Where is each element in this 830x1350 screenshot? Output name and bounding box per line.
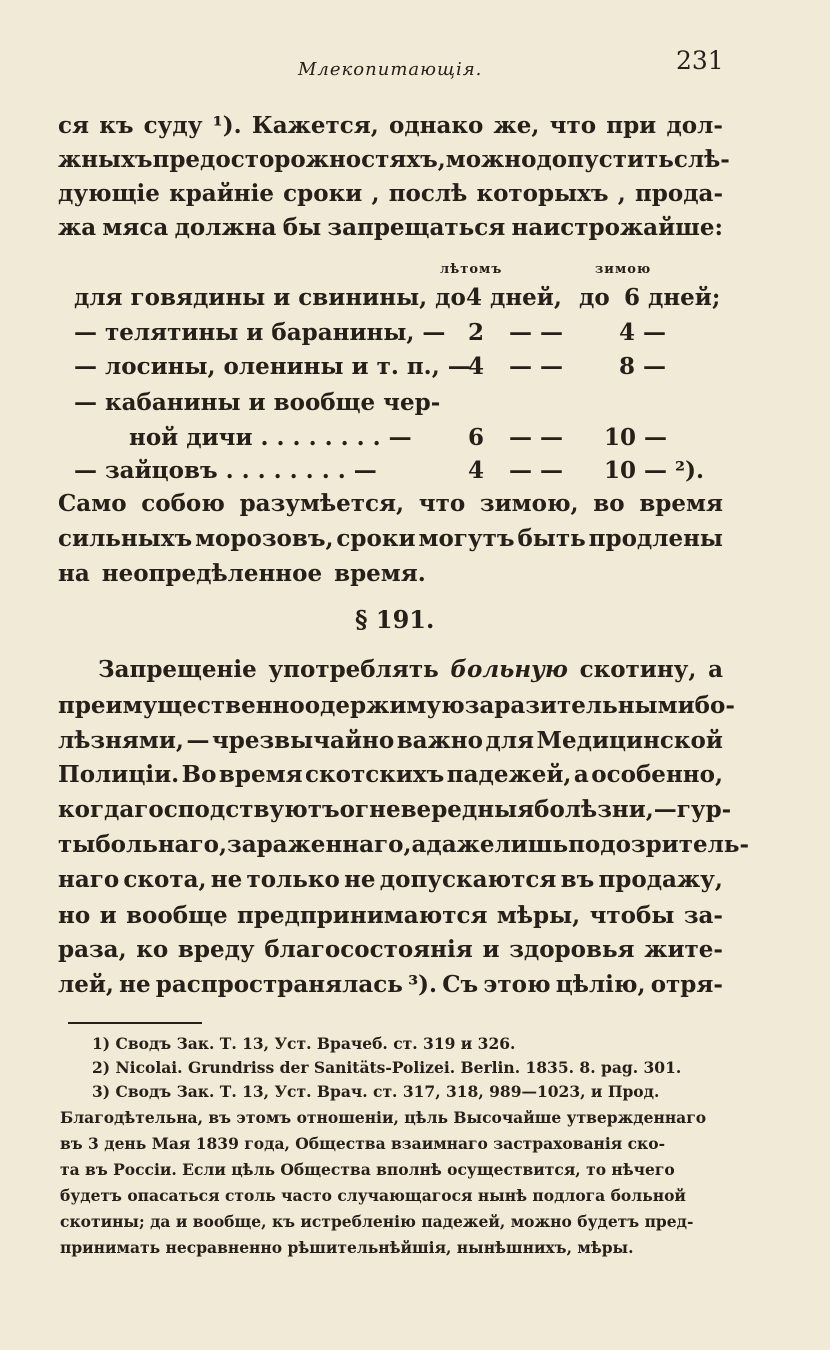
word: ты bbox=[58, 831, 96, 858]
word: скотину, bbox=[579, 656, 697, 683]
text-line bbox=[58, 971, 723, 998]
word: огневередныя bbox=[339, 796, 535, 823]
footnote-3-cont: скотины; да и вообще, къ истребленію падежей, можно будетъ пред- bbox=[60, 1212, 694, 1231]
table-row bbox=[74, 353, 724, 383]
text-line bbox=[58, 796, 732, 823]
footnote-3-cont: та въ Россіи. Если цѣль Общества вполнѣ осуществится, то нѣчего bbox=[60, 1160, 675, 1179]
word: падежей, bbox=[446, 761, 572, 788]
word: бы bbox=[282, 214, 322, 241]
footnote-divider bbox=[68, 1022, 202, 1024]
word: во bbox=[593, 490, 625, 517]
page-number: 231 bbox=[676, 46, 724, 75]
text-line bbox=[58, 902, 723, 929]
word: за- bbox=[683, 902, 723, 929]
text-line bbox=[58, 180, 723, 207]
word: однако bbox=[388, 112, 484, 139]
word: мѣры, bbox=[496, 902, 581, 929]
word: одержимую bbox=[304, 692, 465, 719]
column-heading-summer: лѣтомъ bbox=[440, 262, 503, 277]
emphasized-word: больную bbox=[450, 656, 568, 683]
word: гур- bbox=[676, 796, 732, 823]
word: распространялась bbox=[155, 971, 403, 998]
section-heading: § 191. bbox=[355, 605, 435, 634]
summer-value: 6 bbox=[468, 424, 485, 451]
word: Во bbox=[181, 761, 217, 788]
word: запрещаться bbox=[327, 214, 506, 241]
word: этою bbox=[483, 971, 551, 998]
word: — bbox=[653, 796, 677, 823]
word: быть bbox=[517, 525, 586, 552]
word: ко bbox=[136, 936, 169, 963]
table-row bbox=[74, 457, 724, 487]
word: не bbox=[344, 866, 376, 893]
text-line bbox=[58, 525, 723, 552]
word: скотскихъ bbox=[305, 761, 445, 788]
word: дол- bbox=[666, 112, 723, 139]
summer-value: 4 bbox=[468, 457, 485, 484]
footnote-2: 2) Nicolai. Grundriss der Sanitäts-Polizei. Berlin. 1835. 8. pag. 301. bbox=[92, 1058, 682, 1077]
row-label: ной дичи . . . . . . . . — bbox=[129, 424, 412, 451]
text-line bbox=[58, 692, 735, 719]
word: что bbox=[418, 490, 466, 517]
word: особенно, bbox=[591, 761, 723, 788]
word: дующіе bbox=[58, 180, 160, 207]
word: мяса bbox=[102, 214, 169, 241]
word: на bbox=[58, 560, 90, 587]
word: даже bbox=[426, 831, 495, 858]
word: жите- bbox=[644, 936, 723, 963]
word: могутъ bbox=[418, 525, 515, 552]
summer-value: 4 bbox=[468, 353, 485, 380]
footnote-3-cont: будетъ опасаться столь часто случающагося нынѣ подлога больной bbox=[60, 1186, 686, 1205]
running-header: Млекопитающія. bbox=[298, 59, 483, 80]
winter-value: 10 — bbox=[604, 424, 668, 451]
word: лишь bbox=[494, 831, 569, 858]
word: употреблять bbox=[268, 656, 439, 683]
word: лѣзнями, bbox=[58, 727, 184, 754]
column-heading-winter: зимою bbox=[595, 262, 652, 277]
row-connector: — — bbox=[509, 353, 564, 380]
table-row bbox=[74, 424, 724, 454]
word: Съ bbox=[442, 971, 479, 998]
word: скота, bbox=[123, 866, 207, 893]
word: для bbox=[485, 727, 535, 754]
text-line bbox=[58, 146, 730, 173]
table-row bbox=[74, 284, 724, 314]
winter-value: 8 — bbox=[619, 353, 667, 380]
text-line bbox=[58, 214, 723, 241]
footnote-3-cont: Благодѣтельна, въ этомъ отношеніи, цѣль Высочайше утвержденнаго bbox=[60, 1108, 707, 1127]
word: цѣлію, bbox=[555, 971, 646, 998]
text-line bbox=[58, 936, 723, 963]
row-connector: до bbox=[579, 284, 610, 311]
word: продлены bbox=[588, 525, 723, 552]
word: Медицинской bbox=[536, 727, 723, 754]
word: а bbox=[708, 656, 723, 683]
word: когда bbox=[58, 796, 135, 823]
word: только bbox=[246, 866, 340, 893]
word: чрезвычайно bbox=[211, 727, 395, 754]
row-label: — кабанины и вообще чер- bbox=[74, 389, 441, 416]
winter-value: 6 дней; bbox=[624, 284, 721, 311]
text-line bbox=[58, 866, 723, 893]
text-line bbox=[58, 112, 723, 139]
word: отря- bbox=[650, 971, 723, 998]
summer-value: 4 дней, bbox=[466, 284, 562, 311]
table-row bbox=[74, 389, 724, 419]
word: допускаются bbox=[379, 866, 557, 893]
table-row bbox=[74, 319, 724, 349]
word: а bbox=[573, 761, 589, 788]
word: слѣ- bbox=[673, 146, 730, 173]
text-line bbox=[98, 656, 723, 683]
word: Кажется, bbox=[251, 112, 379, 139]
row-label: — лосины, оленины и т. п., — bbox=[74, 353, 471, 380]
text-line bbox=[58, 490, 723, 517]
word: наго bbox=[58, 866, 120, 893]
word: и bbox=[99, 902, 117, 929]
word: должна bbox=[174, 214, 277, 241]
word: , bbox=[371, 180, 380, 207]
word: разумѣется, bbox=[239, 490, 405, 517]
word: болѣзни, bbox=[534, 796, 654, 823]
word: время bbox=[218, 761, 303, 788]
row-connector: — — bbox=[509, 457, 564, 484]
text-line bbox=[58, 560, 723, 587]
row-connector: — — bbox=[509, 424, 564, 451]
word: продажу, bbox=[598, 866, 723, 893]
word: сильныхъ bbox=[58, 525, 193, 552]
footnote-ref: ³). bbox=[408, 971, 438, 998]
word: бо- bbox=[694, 692, 735, 719]
word: наистрожайше: bbox=[511, 214, 723, 241]
word: которыхъ bbox=[476, 180, 609, 207]
word: при bbox=[606, 112, 657, 139]
word: прода- bbox=[634, 180, 723, 207]
word: и bbox=[482, 936, 500, 963]
word: неопредѣленное bbox=[101, 560, 323, 587]
word: крайніе bbox=[169, 180, 274, 207]
row-label: для говядины и свинины, до bbox=[74, 284, 466, 311]
word: сроки bbox=[283, 180, 363, 207]
word: жныхъ bbox=[58, 146, 153, 173]
word: господствуютъ bbox=[134, 796, 340, 823]
word: что bbox=[549, 112, 597, 139]
row-label: — зайцовъ . . . . . . . . — bbox=[74, 457, 377, 484]
footnote-ref: ¹). bbox=[212, 112, 242, 139]
word: не bbox=[119, 971, 151, 998]
word: чтобы bbox=[589, 902, 675, 929]
word: предпринимаются bbox=[237, 902, 488, 929]
text-line bbox=[58, 727, 723, 754]
winter-value: 10 — ²). bbox=[604, 457, 704, 484]
word: не bbox=[210, 866, 243, 893]
word: собою bbox=[141, 490, 225, 517]
footnote-1: 1) Сводъ Зак. Т. 13, Уст. Врачеб. ст. 319 и 326. bbox=[92, 1034, 516, 1053]
word: вообще bbox=[126, 902, 228, 929]
footnote-3-cont: въ 3 день Мая 1839 года, Общества взаимнаго застрахованія ско- bbox=[60, 1134, 666, 1153]
word: въ bbox=[560, 866, 595, 893]
word: больнаго, bbox=[95, 831, 228, 858]
word: лей, bbox=[58, 971, 114, 998]
word: къ bbox=[99, 112, 134, 139]
word: заразительными bbox=[464, 692, 695, 719]
word: раза, bbox=[58, 936, 127, 963]
word: допустить bbox=[536, 146, 674, 173]
footnote-3-cont: принимать несравненно рѣшительнѣйшія, нынѣшнихъ, мѣры. bbox=[60, 1238, 634, 1257]
word: зимою, bbox=[479, 490, 579, 517]
text-line bbox=[58, 761, 723, 788]
word: преимущественно bbox=[58, 692, 305, 719]
word: здоровья bbox=[509, 936, 635, 963]
row-label: — телятины и баранины, — bbox=[74, 319, 446, 346]
word: сроки bbox=[336, 525, 416, 552]
summer-value: 2 bbox=[468, 319, 485, 346]
word: благосостоянія bbox=[264, 936, 473, 963]
word: послѣ bbox=[388, 180, 468, 207]
word: можно bbox=[445, 146, 537, 173]
word: а bbox=[411, 831, 427, 858]
word: суду bbox=[143, 112, 203, 139]
word: — bbox=[186, 727, 210, 754]
word: жа bbox=[58, 214, 97, 241]
word: но bbox=[58, 902, 91, 929]
text-line bbox=[58, 831, 750, 858]
word: Запрещеніе bbox=[98, 656, 257, 683]
word: же, bbox=[493, 112, 540, 139]
word: , bbox=[617, 180, 626, 207]
word: ся bbox=[58, 112, 89, 139]
row-connector: — — bbox=[509, 319, 564, 346]
word: Само bbox=[58, 490, 127, 517]
word: важно bbox=[396, 727, 483, 754]
word: зараженнаго, bbox=[227, 831, 412, 858]
word: время. bbox=[334, 560, 426, 587]
word: подозритель- bbox=[568, 831, 750, 858]
word: вреду bbox=[177, 936, 255, 963]
word: предосторожностяхъ, bbox=[152, 146, 446, 173]
word: Полиціи. bbox=[58, 761, 180, 788]
word: морозовъ, bbox=[195, 525, 334, 552]
winter-value: 4 — bbox=[619, 319, 667, 346]
footnote-3: 3) Сводъ Зак. Т. 13, Уст. Врач. ст. 317, 318, 989—1023, и Прод. bbox=[92, 1082, 660, 1101]
word: время bbox=[639, 490, 723, 517]
